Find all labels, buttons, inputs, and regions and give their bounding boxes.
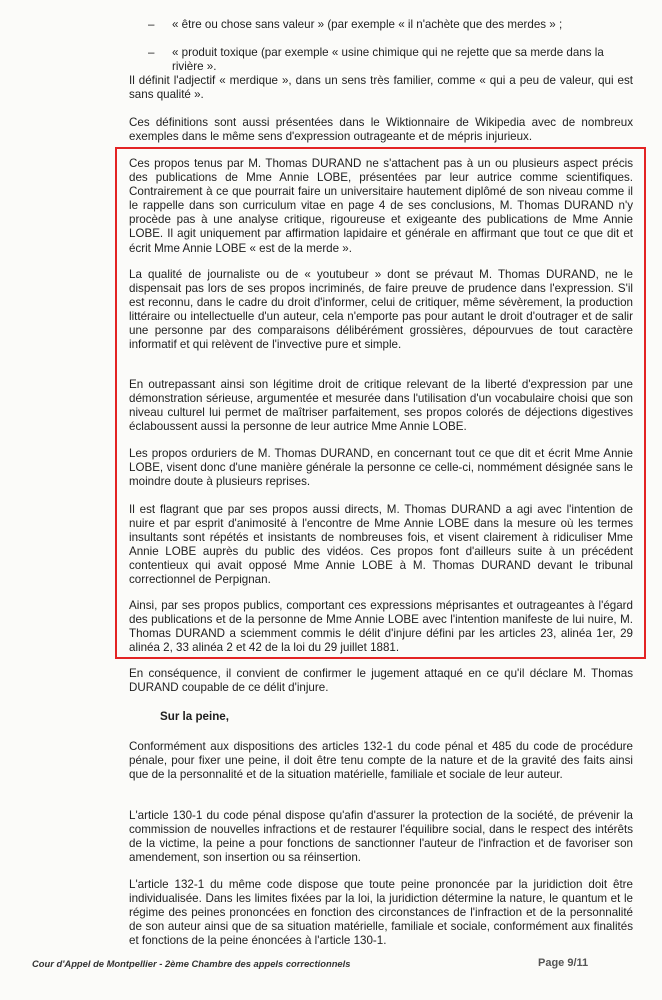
paragraph-article-130-1: L'article 130-1 du code pénal dispose qu'afin d'assurer la protection de la société, de prévenir la commission de nouvelles infractions et de restaurer l'équilibre social, dans le respect des intérêts de la victime, la peine a pour fonctions de sanctionner l'auteur de l'infraction et de favoriser son amendement, son insertion ou sa réinsertion. (129, 809, 633, 865)
paragraph-consequence: En conséquence, il convient de confirmer le jugement attaqué en ce qu'il déclare M. Thomas DURAND coupable de ce délit d'injure. (129, 667, 633, 695)
paragraph-flagrant: Il est flagrant que par ses propos aussi directs, M. Thomas DURAND a agi avec l'intention de nuire et par esprit d'animosité à l'encontre de Mme Annie LOBE dans la mesure où les termes insultants sont répétés et insistants de nombreuses fois, et visent clairement à ridiculiser Mme Annie LOBE auprès du public des vidéos. Ces propos font d'ailleurs suite à un précédent contentieux qui avait opposé Mme Annie LOBE à M. Thomas DURAND devant le tribunal correctionnel de Perpignan. (129, 503, 633, 587)
footer-court: Cour d'Appel de Montpellier - 2ème Chambre des appels correctionnels (32, 958, 351, 969)
section-heading: Sur la peine, (160, 710, 229, 723)
paragraph-outrepassant: En outrepassant ainsi son légitime droit de critique relevant de la liberté d'expression par une démonstration sérieuse, argumentée et mesurée dans l'utilisation d'un vocabulaire choisi que son niveau culturel lui permet de maîtriser parfaitement, ses propos colorés de déjections digestives éclaboussent aussi la personne de leur autrice Mme Annie LOBE. (129, 378, 633, 434)
bullet-text: « produit toxique (par exemple « usine chimique qui ne rejette que sa merde dans la rivière ». (172, 46, 604, 74)
bullet-dash: – (148, 18, 155, 31)
paragraph-adjectif: Il définit l'adjectif « merdique », dans un sens très familier, comme « qui a peu de valeur, qui est sans qualité ». (129, 74, 633, 102)
paragraph-conformement: Conformément aux dispositions des articles 132-1 du code pénal et 485 du code de procédure pénale, pour fixer une peine, il doit être tenu compte de la nature et de la gravité des faits ainsi que de la personnalité et de la situation matérielle, familiale et sociale de leur auteur. (129, 740, 633, 782)
bullet-text: « être ou chose sans valeur » (par exemple « il n'achète que des merdes » ; (172, 18, 563, 31)
paragraph-wiktionnaire: Ces définitions sont aussi présentées dans le Wiktionnaire de Wikipedia avec de nombreux exemples dans le même sens d'expression outrageante et de mépris injurieux. (129, 116, 633, 144)
paragraph-ainsi: Ainsi, par ses propos publics, comportant ces expressions méprisantes et outrageantes à l'égard des publications et de la personne de Mme Annie LOBE avec l'intention manifeste de lui nuire, M. Thomas DURAND a sciemment commis le délit d'injure défini par les articles 23, alinéa 1er, 29 alinéa 2, 33 alinéa 2 et 42 de la loi du 29 juillet 1881. (129, 599, 633, 655)
bullet-dash: – (148, 46, 155, 59)
paragraph-orduriers: Les propos orduriers de M. Thomas DURAND, en concernant tout ce que dit et écrit Mme Annie LOBE, visent donc d'une manière générale la personne ce celle-ci, nommément désignée sans le moindre doute à plusieurs reprises. (129, 447, 633, 489)
paragraph-article-132-1: L'article 132-1 du même code dispose que toute peine prononcée par la juridiction doit être individualisée. Dans les limites fixées par la loi, la juridiction détermine la nature, le quantum et le régime des peines prononcées en fonction des circonstances de l'infraction et de la personnalité de son auteur ainsi que de sa situation matérielle, familiale et sociale, conformément aux finalités et fonctions de la peine énoncées à l'article 130-1. (129, 878, 633, 948)
paragraph-propos: Ces propos tenus par M. Thomas DURAND ne s'attachent pas à un ou plusieurs aspect précis des publications de Mme Annie LOBE, présentées par leur autrice comme scientifiques. Contrairement à ce que pourrait faire un universitaire hautement diplômé de son niveau comme il le rappelle dans son curriculum vitae en page 4 de ses conclusions, M. Thomas DURAND n'y procède pas à une analyse critique, rigoureuse et exigeante des publications de Mme Annie LOBE. Il agit uniquement par affirmation lapidaire et générale en affirmant que tout ce que dit et écrit Mme Annie LOBE « est de la merde ». (129, 157, 633, 255)
footer-page-number: Page 9/11 (538, 957, 589, 969)
paragraph-journaliste: La qualité de journaliste ou de « youtubeur » dont se prévaut M. Thomas DURAND, ne le dispensait pas lors de ses propos incriminés, de faire preuve de prudence dans l'expression. S'il est reconnu, dans le cadre du droit d'informer, celui de critiquer, même sévèrement, la production littéraire ou intellectuelle d'un auteur, cela n'emporte pas pour autant le droit d'outrager et de salir une personne par des comparaisons délibérément grossières, dépourvues de tout caractère informatif et qui relèvent de l'invective pure et simple. (129, 268, 633, 352)
